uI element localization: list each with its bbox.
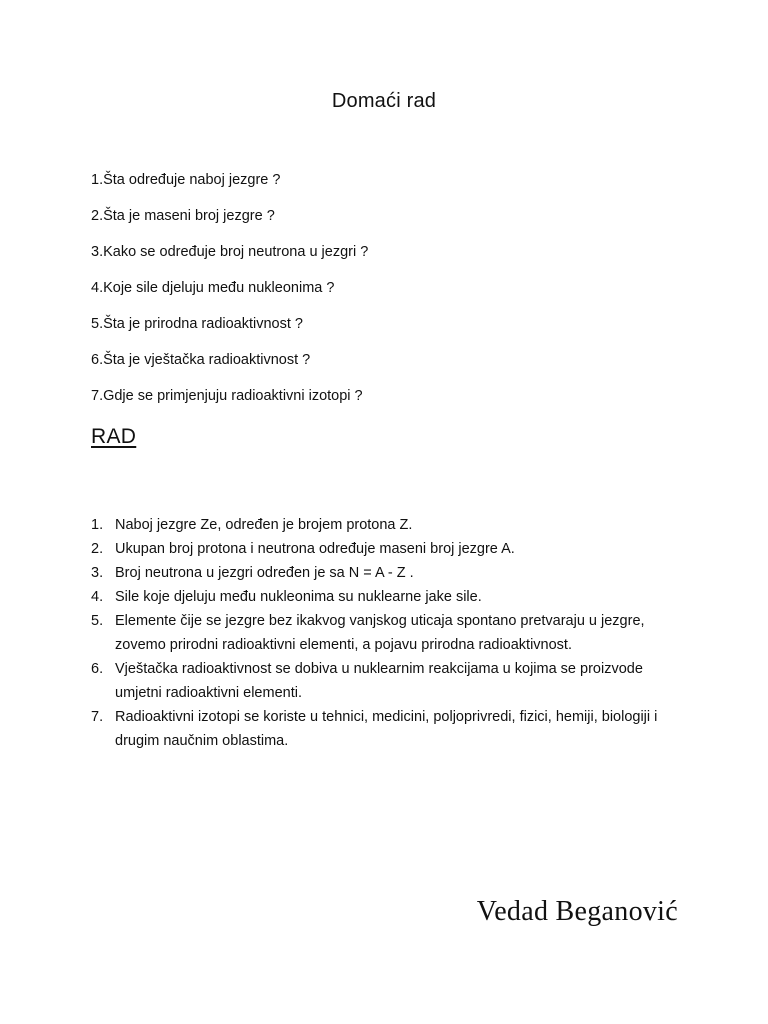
question-item: 4.Koje sile djeluju među nukleonima ? xyxy=(91,280,335,296)
answer-text: Broj neutrona u jezgri određen je sa N = A - Z . xyxy=(115,565,414,581)
answer-item xyxy=(91,585,691,609)
question-item: 2.Šta je maseni broj jezgre ? xyxy=(91,208,275,224)
answer-item xyxy=(91,657,691,705)
page-title: Domaći rad xyxy=(331,90,437,112)
answer-item xyxy=(91,561,691,585)
question-item: 1.Šta određuje naboj jezgre ? xyxy=(91,172,281,188)
answers-list xyxy=(91,513,691,753)
answer-number: 4. xyxy=(91,589,104,605)
answer-number: 6. xyxy=(91,661,104,677)
answer-text: Ukupan broj protona i neutrona određuje maseni broj jezgre A. xyxy=(115,541,515,557)
question-item: 6.Šta je vještačka radioaktivnost ? xyxy=(91,352,311,368)
answer-item xyxy=(91,705,691,753)
question-item: 7.Gdje se primjenjuju radioaktivni izotopi ? xyxy=(91,388,363,404)
questions-list xyxy=(91,170,711,422)
answer-item xyxy=(91,609,691,657)
answer-number: 7. xyxy=(91,709,104,725)
answer-text: Naboj jezgre Ze, određen je brojem protona Z. xyxy=(115,517,413,533)
answer-item xyxy=(91,537,691,561)
answer-text: Radioaktivni izotopi se koriste u tehnici, medicini, poljoprivredi, fizici, hemiji, biologiji i drugim naučnim oblastima. xyxy=(115,709,658,749)
answer-item xyxy=(91,513,691,537)
answer-text: Vještačka radioaktivnost se dobiva u nuklearnim reakcijama u kojima se proizvode umjetni radioaktivni elementi. xyxy=(115,661,643,701)
section-heading-rad: RAD xyxy=(91,425,137,448)
question-item: 5.Šta je prirodna radioaktivnost ? xyxy=(91,316,303,332)
answer-number: 3. xyxy=(91,565,104,581)
question-item: 3.Kako se određuje broj neutrona u jezgri ? xyxy=(91,244,369,260)
answer-number: 2. xyxy=(91,541,104,557)
answer-text: Elemente čije se jezgre bez ikakvog vanjskog uticaja spontano pretvaraju u jezgre, zovemo prirodni radioaktivni elementi, a pojavu prirodna radioaktivnost. xyxy=(115,613,645,653)
answer-text: Sile koje djeluju među nukleonima su nuklearne jake sile. xyxy=(115,589,482,605)
answer-number: 5. xyxy=(91,613,104,629)
author-signature: Vedad Beganović xyxy=(476,896,678,927)
answer-number: 1. xyxy=(91,517,104,533)
